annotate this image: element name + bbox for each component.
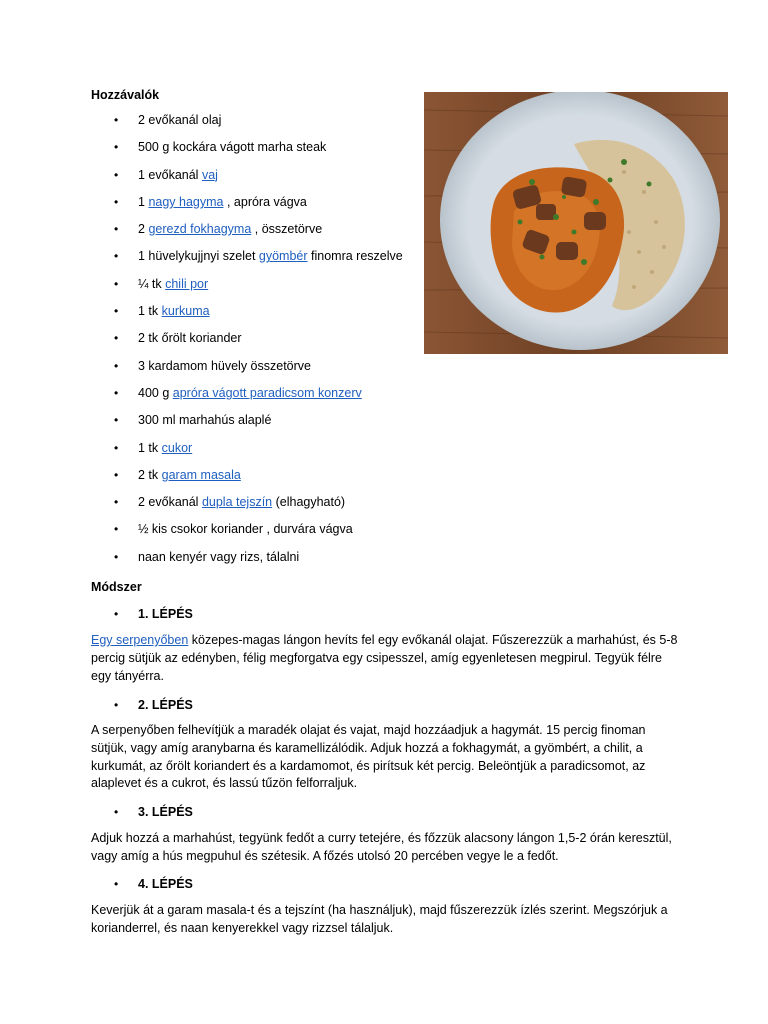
- ingredient-link[interactable]: kurkuma: [161, 304, 210, 319]
- ingredient-text: 1 tk: [138, 304, 162, 319]
- list-item: [0, 167, 420, 194]
- ingredient-link[interactable]: nagy hagyma: [148, 194, 224, 209]
- bullet-icon: •: [114, 304, 119, 319]
- list-item: [0, 412, 420, 439]
- bullet-icon: •: [114, 222, 119, 237]
- ingredient-text: 2 tk: [138, 467, 162, 482]
- ingredient-link[interactable]: gerezd fokhagyma: [148, 222, 252, 237]
- bullet-icon: •: [114, 467, 119, 482]
- bullet-icon: •: [114, 495, 119, 510]
- list-item: [0, 440, 420, 467]
- bullet-icon: •: [114, 413, 119, 428]
- curry-photo: [424, 92, 728, 354]
- ingredient-text: 1 tk: [138, 440, 162, 455]
- ingredient-text: 1 hüvelykujjnyi szelet: [138, 249, 259, 264]
- step-paragraph: [91, 722, 681, 793]
- step-text: Adjuk hozzá a marhahúst, tegyünk fedőt a curry tetejére, és főzzük alacsony lángon 1,5-2 órán keresztül, vagy amíg a hús megpuhul és szétesik. A főzés utolsó 20 percében vegye le a fedőt.: [91, 831, 672, 863]
- list-item: [0, 303, 420, 330]
- step-title: 4. LÉPÉS: [138, 877, 193, 891]
- list-item: [0, 358, 420, 385]
- ingredient-link[interactable]: chili por: [165, 276, 209, 291]
- bullet-icon: •: [114, 194, 119, 209]
- step-text: Keverjük át a garam masala-t és a tejszínt (ha használjuk), majd fűszerezzük ízlés szerint. Megszórjuk a korianderrel, és naan kenyerekkel vagy rizzsel tálaljuk.: [91, 903, 668, 935]
- step-paragraph: [91, 632, 681, 685]
- step-text: közepes-magas lángon hevíts fel egy evőkanál olajat. Fűszerezzük a marhahúst, és 5-8 percig sütjük az edényben, félig megforgatva egy csipesszel, amíg egyenletesen megpirul. Tegyük félre egy tányérra.: [91, 633, 678, 683]
- bullet-icon: •: [114, 805, 119, 819]
- ingredient-text: 2 evőkanál: [138, 495, 202, 510]
- ingredient-text-suffix: (elhagyható): [272, 495, 346, 510]
- ingredient-text: 500 g kockára vágott marha steak: [138, 140, 327, 155]
- ingredient-text: 2 tk őrölt koriander: [138, 331, 242, 346]
- step-paragraph: [91, 902, 681, 938]
- list-item: [0, 330, 420, 357]
- bullet-icon: •: [114, 607, 119, 621]
- ingredient-text: 2 evőkanál olaj: [138, 113, 222, 127]
- ingredient-text: naan kenyér vagy rizs, tálalni: [138, 549, 300, 564]
- ingredients-heading: Hozzávalók: [91, 88, 160, 102]
- list-item: [0, 521, 420, 548]
- step-link[interactable]: Egy serpenyőben: [91, 633, 189, 647]
- ingredient-link[interactable]: vaj: [201, 167, 218, 182]
- ingredient-text: 400 g: [138, 385, 173, 400]
- bullet-icon: •: [114, 358, 119, 373]
- step-title: 2. LÉPÉS: [138, 698, 193, 712]
- bullet-icon: •: [114, 113, 119, 127]
- step-title: 1. LÉPÉS: [138, 607, 193, 621]
- bullet-icon: •: [114, 522, 119, 537]
- list-item: [0, 385, 420, 412]
- ingredient-text-suffix: , összetörve: [251, 222, 323, 237]
- list-item: [0, 494, 420, 521]
- step-text: A serpenyőben felhevítjük a maradék olajat és vajat, majd hozzáadjuk a hagymát. 15 percig finoman sütjük, vagy amíg aranybarna és karamellizálódik. Adjuk hozzá a fokhagymát, a gyömbért, a chilit, a kurkumát, az őrölt koriandert és a kardamomot, és pirítsuk két percig. Beleöntjük a paradicsomot, az alaplevet és a cukrot, és lassú tűzön felforraljuk.: [91, 723, 646, 791]
- bullet-icon: •: [114, 140, 119, 155]
- ingredient-text: 300 ml marhahús alaplé: [138, 413, 272, 428]
- list-item: [0, 112, 420, 139]
- bullet-icon: •: [114, 276, 119, 291]
- step-paragraph: [91, 830, 681, 866]
- list-item: [0, 221, 420, 248]
- ingredient-text-suffix: , apróra vágva: [223, 194, 307, 209]
- method-heading: Módszer: [91, 580, 142, 594]
- list-item: [0, 248, 420, 275]
- ingredient-text: ¼ tk: [138, 276, 166, 291]
- ingredient-link[interactable]: apróra vágott paradicsom konzerv: [172, 385, 362, 400]
- bullet-icon: •: [114, 877, 119, 891]
- list-item: [0, 467, 420, 494]
- step-title: 3. LÉPÉS: [138, 805, 193, 819]
- ingredient-link[interactable]: gyömbér: [258, 249, 308, 264]
- bullet-icon: •: [114, 167, 119, 182]
- ingredient-link[interactable]: dupla tejszín: [201, 495, 273, 510]
- ingredient-text-suffix: finomra reszelve: [307, 249, 403, 264]
- ingredient-text: ½ kis csokor koriander , durvára vágva: [138, 522, 353, 537]
- ingredient-link[interactable]: cukor: [161, 440, 193, 455]
- list-item: [0, 276, 420, 303]
- ingredient-text: 3 kardamom hüvely összetörve: [138, 358, 311, 373]
- ingredient-text: 1 evőkanál: [138, 167, 202, 182]
- ingredient-text: 2: [138, 222, 149, 237]
- bullet-icon: •: [114, 698, 119, 712]
- bullet-icon: •: [114, 331, 119, 346]
- ingredients-list: [0, 112, 420, 576]
- bullet-icon: •: [114, 385, 119, 400]
- ingredient-link[interactable]: garam masala: [161, 467, 241, 482]
- bullet-icon: •: [114, 440, 119, 455]
- list-item: [0, 549, 420, 576]
- list-item: [0, 194, 420, 221]
- bullet-icon: •: [114, 549, 119, 564]
- list-item: [0, 139, 420, 166]
- bullet-icon: •: [114, 249, 119, 264]
- ingredient-text: 1: [138, 194, 149, 209]
